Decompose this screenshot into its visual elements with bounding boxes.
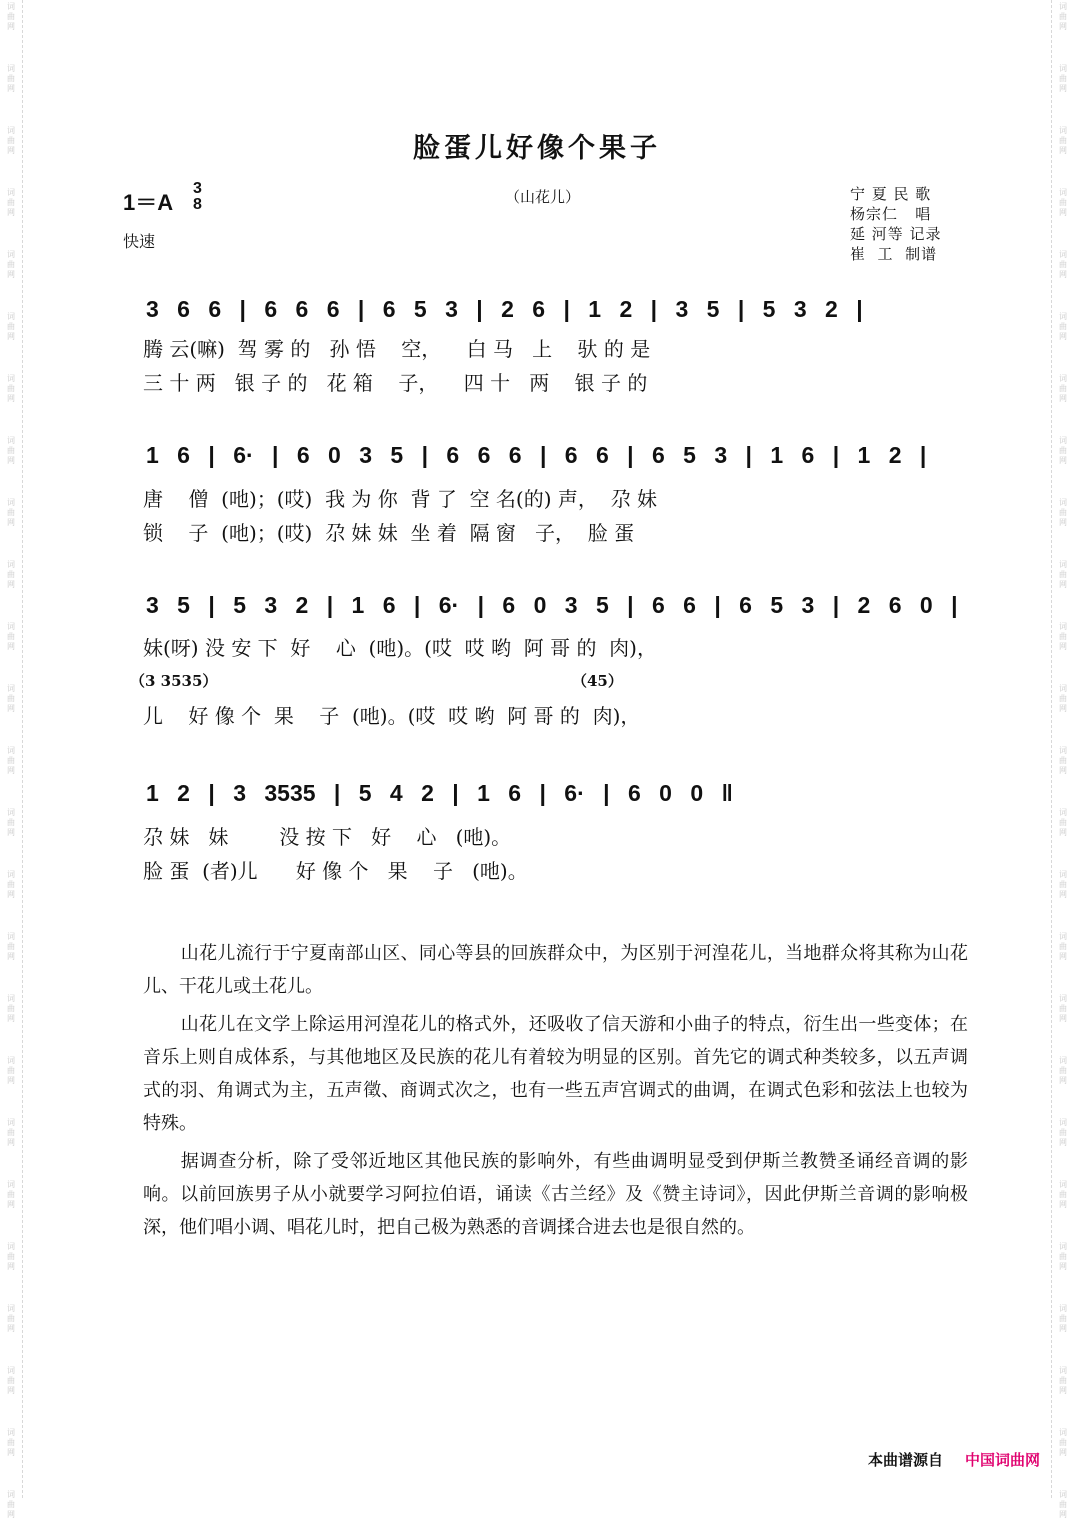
watermark-text: 词 曲 网: [1059, 312, 1067, 341]
watermark-text: 词 曲 网: [1059, 994, 1067, 1023]
paragraph: 据调查分析，除了受邻近地区其他民族的影响外，有些曲调明显受到伊斯兰教赞圣诵经音调的影响。以前回族男子从小就要学习阿拉伯语，诵读《古兰经》及《赞主诗词》，因此伊斯兰音调的影响极深，他们唱小调、唱花儿时，把自己极为熟悉的音调揉合进去也是很自然的。: [143, 1151, 968, 1238]
watermark-text: 词 曲 网: [1059, 622, 1067, 651]
score-row-4-notes: 1 2 | 3 3535 | 5 4 2 | 1 6 | 6· | 6 0 0 ‖: [146, 780, 733, 806]
score-row-1-lyric-1: 腾 云(嘛) 驾 雾 的 孙 悟 空， 白 马 上 驮 的 是: [143, 337, 651, 361]
credit-line: 崔 工 制谱: [850, 245, 938, 263]
watermark-text: 词 曲 网: [1059, 808, 1067, 837]
watermark-text: 词 曲 网: [7, 312, 15, 341]
watermark-text: 词 曲 网: [1059, 1366, 1067, 1395]
watermark-text: 词 曲 网: [1059, 126, 1067, 155]
genre-label: （山花儿）: [505, 188, 581, 206]
watermark-text: 词 曲 网: [7, 374, 15, 403]
watermark-text: 词 曲 网: [7, 870, 15, 899]
left-watermark-strip: [0, 0, 23, 1519]
watermark-text: 词 曲 网: [1059, 250, 1067, 279]
watermark-text: 词 曲 网: [1059, 746, 1067, 775]
score-row-4-lyric-2: 脸 蛋 (者)儿 好 像 个 果 子 (吔)。: [143, 859, 528, 883]
watermark-text: 词 曲 网: [7, 622, 15, 651]
watermark-text: 词 曲 网: [7, 1304, 15, 1333]
score-row-2-notes: 1 6 | 6· | 6 0 3 5 | 6 6 6 | 6 6 | 6 5 3 | 1 6 | 1 2 |: [146, 442, 927, 468]
score-row-1-notes: 3 6 6 | 6 6 6 | 6 5 3 | 2 6 | 1 2 | 3 5 | 5 3 2 |: [146, 296, 863, 322]
watermark-text: 词 曲 网: [7, 436, 15, 465]
watermark-text: 词 曲 网: [1059, 684, 1067, 713]
watermark-text: 词 曲 网: [1059, 1118, 1067, 1147]
score-row-3-notes: 3 5 | 5 3 2 | 1 6 | 6· | 6 0 3 5 | 6 6 | 6 5 3 | 2 6 0 |: [146, 592, 958, 618]
song-title: 脸蛋儿好像个果子: [413, 133, 661, 164]
watermark-text: 词 曲 网: [7, 1428, 15, 1457]
source-label: 本曲谱源自: [867, 1451, 943, 1469]
score-row-3-alt-notes-1: （3 3535）: [130, 672, 218, 690]
paragraph: 山花儿在文学上除运用河湟花儿的格式外，还吸收了信天游和小曲子的特点，衍生出一些变体；在音乐上则自成体系，与其他地区及民族的花儿有着较为明显的区别。首先它的调式种类较多，以五声调式的羽、角调式为主，五声徵、商调式次之，也有一些五声宫调式的曲调，在调式色彩和弦法上也较为特殊。: [143, 1014, 968, 1134]
key-signature: 1＝A: [123, 190, 174, 215]
description: [143, 937, 968, 1249]
watermark-text: 词 曲 网: [1059, 870, 1067, 899]
score-row-3-alt-notes-2: （45）: [572, 672, 623, 690]
tempo-marking: 快速: [123, 232, 156, 251]
watermark-text: 词 曲 网: [7, 746, 15, 775]
watermark-text: 词 曲 网: [7, 250, 15, 279]
watermark-text: 词 曲 网: [7, 994, 15, 1023]
credit-line: 延 河等 记录: [850, 225, 942, 243]
source-link[interactable]: 中国词曲网: [964, 1451, 1040, 1469]
watermark-text: 词 曲 网: [7, 1242, 15, 1271]
watermark-text: 词 曲 网: [1059, 1490, 1067, 1519]
watermark-text: 词 曲 网: [1059, 374, 1067, 403]
score-row-1-lyric-2: 三 十 两 银 子 的 花 箱 子， 四 十 两 银 子 的: [143, 371, 648, 395]
watermark-text: 词 曲 网: [7, 1366, 15, 1395]
watermark-text: 词 曲 网: [1059, 436, 1067, 465]
score-row-2-lyric-2: 锁 子 (吔)；(哎) 尕 妹 妹 坐 着 隔 窗 子， 脸 蛋: [143, 521, 635, 545]
watermark-text: 词 曲 网: [7, 126, 15, 155]
paragraph: 山花儿流行于宁夏南部山区、同心等县的回族群众中，为区别于河湟花儿，当地群众将其称为山花儿、干花儿或土花儿。: [143, 943, 968, 997]
watermark-text: 词 曲 网: [7, 1180, 15, 1209]
score-row-2-lyric-1: 唐 僧 (吔)；(哎) 我 为 你 背 了 空 名(的) 声， 尕 妹: [143, 487, 657, 511]
time-signature: 3 8: [193, 180, 202, 213]
watermark-text: 词 曲 网: [1059, 1056, 1067, 1085]
watermark-text: 词 曲 网: [1059, 1428, 1067, 1457]
score-row-3-lyric-1: 妹(呀) 没 安 下 好 心 (吔)。(哎 哎 哟 阿 哥 的 肉)，: [143, 636, 657, 660]
watermark-text: 词 曲 网: [7, 64, 15, 93]
watermark-text: 词 曲 网: [7, 808, 15, 837]
watermark-text: 词 曲 网: [7, 932, 15, 961]
watermark-text: 词 曲 网: [7, 560, 15, 589]
credits: [850, 184, 942, 264]
watermark-text: 词 曲 网: [1059, 560, 1067, 589]
score-row-3-lyric-2: 儿 好 像 个 果 子 (吔)。(哎 哎 哟 阿 哥 的 肉)，: [143, 704, 641, 728]
source-credit: [868, 1449, 1040, 1470]
watermark-text: 词 曲 网: [7, 2, 15, 31]
credit-line: 杨宗仁 唱: [850, 205, 932, 223]
score-row-4-lyric-1: 尕 妹 妹 没 按 下 好 心 (吔)。: [143, 825, 512, 849]
right-watermark-strip: [1051, 0, 1074, 1519]
watermark-text: 词 曲 网: [1059, 498, 1067, 527]
watermark-text: 词 曲 网: [7, 1490, 15, 1519]
watermark-text: 词 曲 网: [7, 498, 15, 527]
credit-line: 宁 夏 民 歌: [850, 185, 932, 203]
watermark-text: 词 曲 网: [7, 1056, 15, 1085]
watermark-text: 词 曲 网: [1059, 64, 1067, 93]
watermark-text: 词 曲 网: [1059, 932, 1067, 961]
watermark-text: 词 曲 网: [7, 684, 15, 713]
watermark-text: 词 曲 网: [1059, 1180, 1067, 1209]
watermark-text: 词 曲 网: [7, 1118, 15, 1147]
watermark-text: 词 曲 网: [1059, 1304, 1067, 1333]
watermark-text: 词 曲 网: [1059, 1242, 1067, 1271]
watermark-text: 词 曲 网: [1059, 188, 1067, 217]
watermark-text: 词 曲 网: [1059, 2, 1067, 31]
watermark-text: 词 曲 网: [7, 188, 15, 217]
